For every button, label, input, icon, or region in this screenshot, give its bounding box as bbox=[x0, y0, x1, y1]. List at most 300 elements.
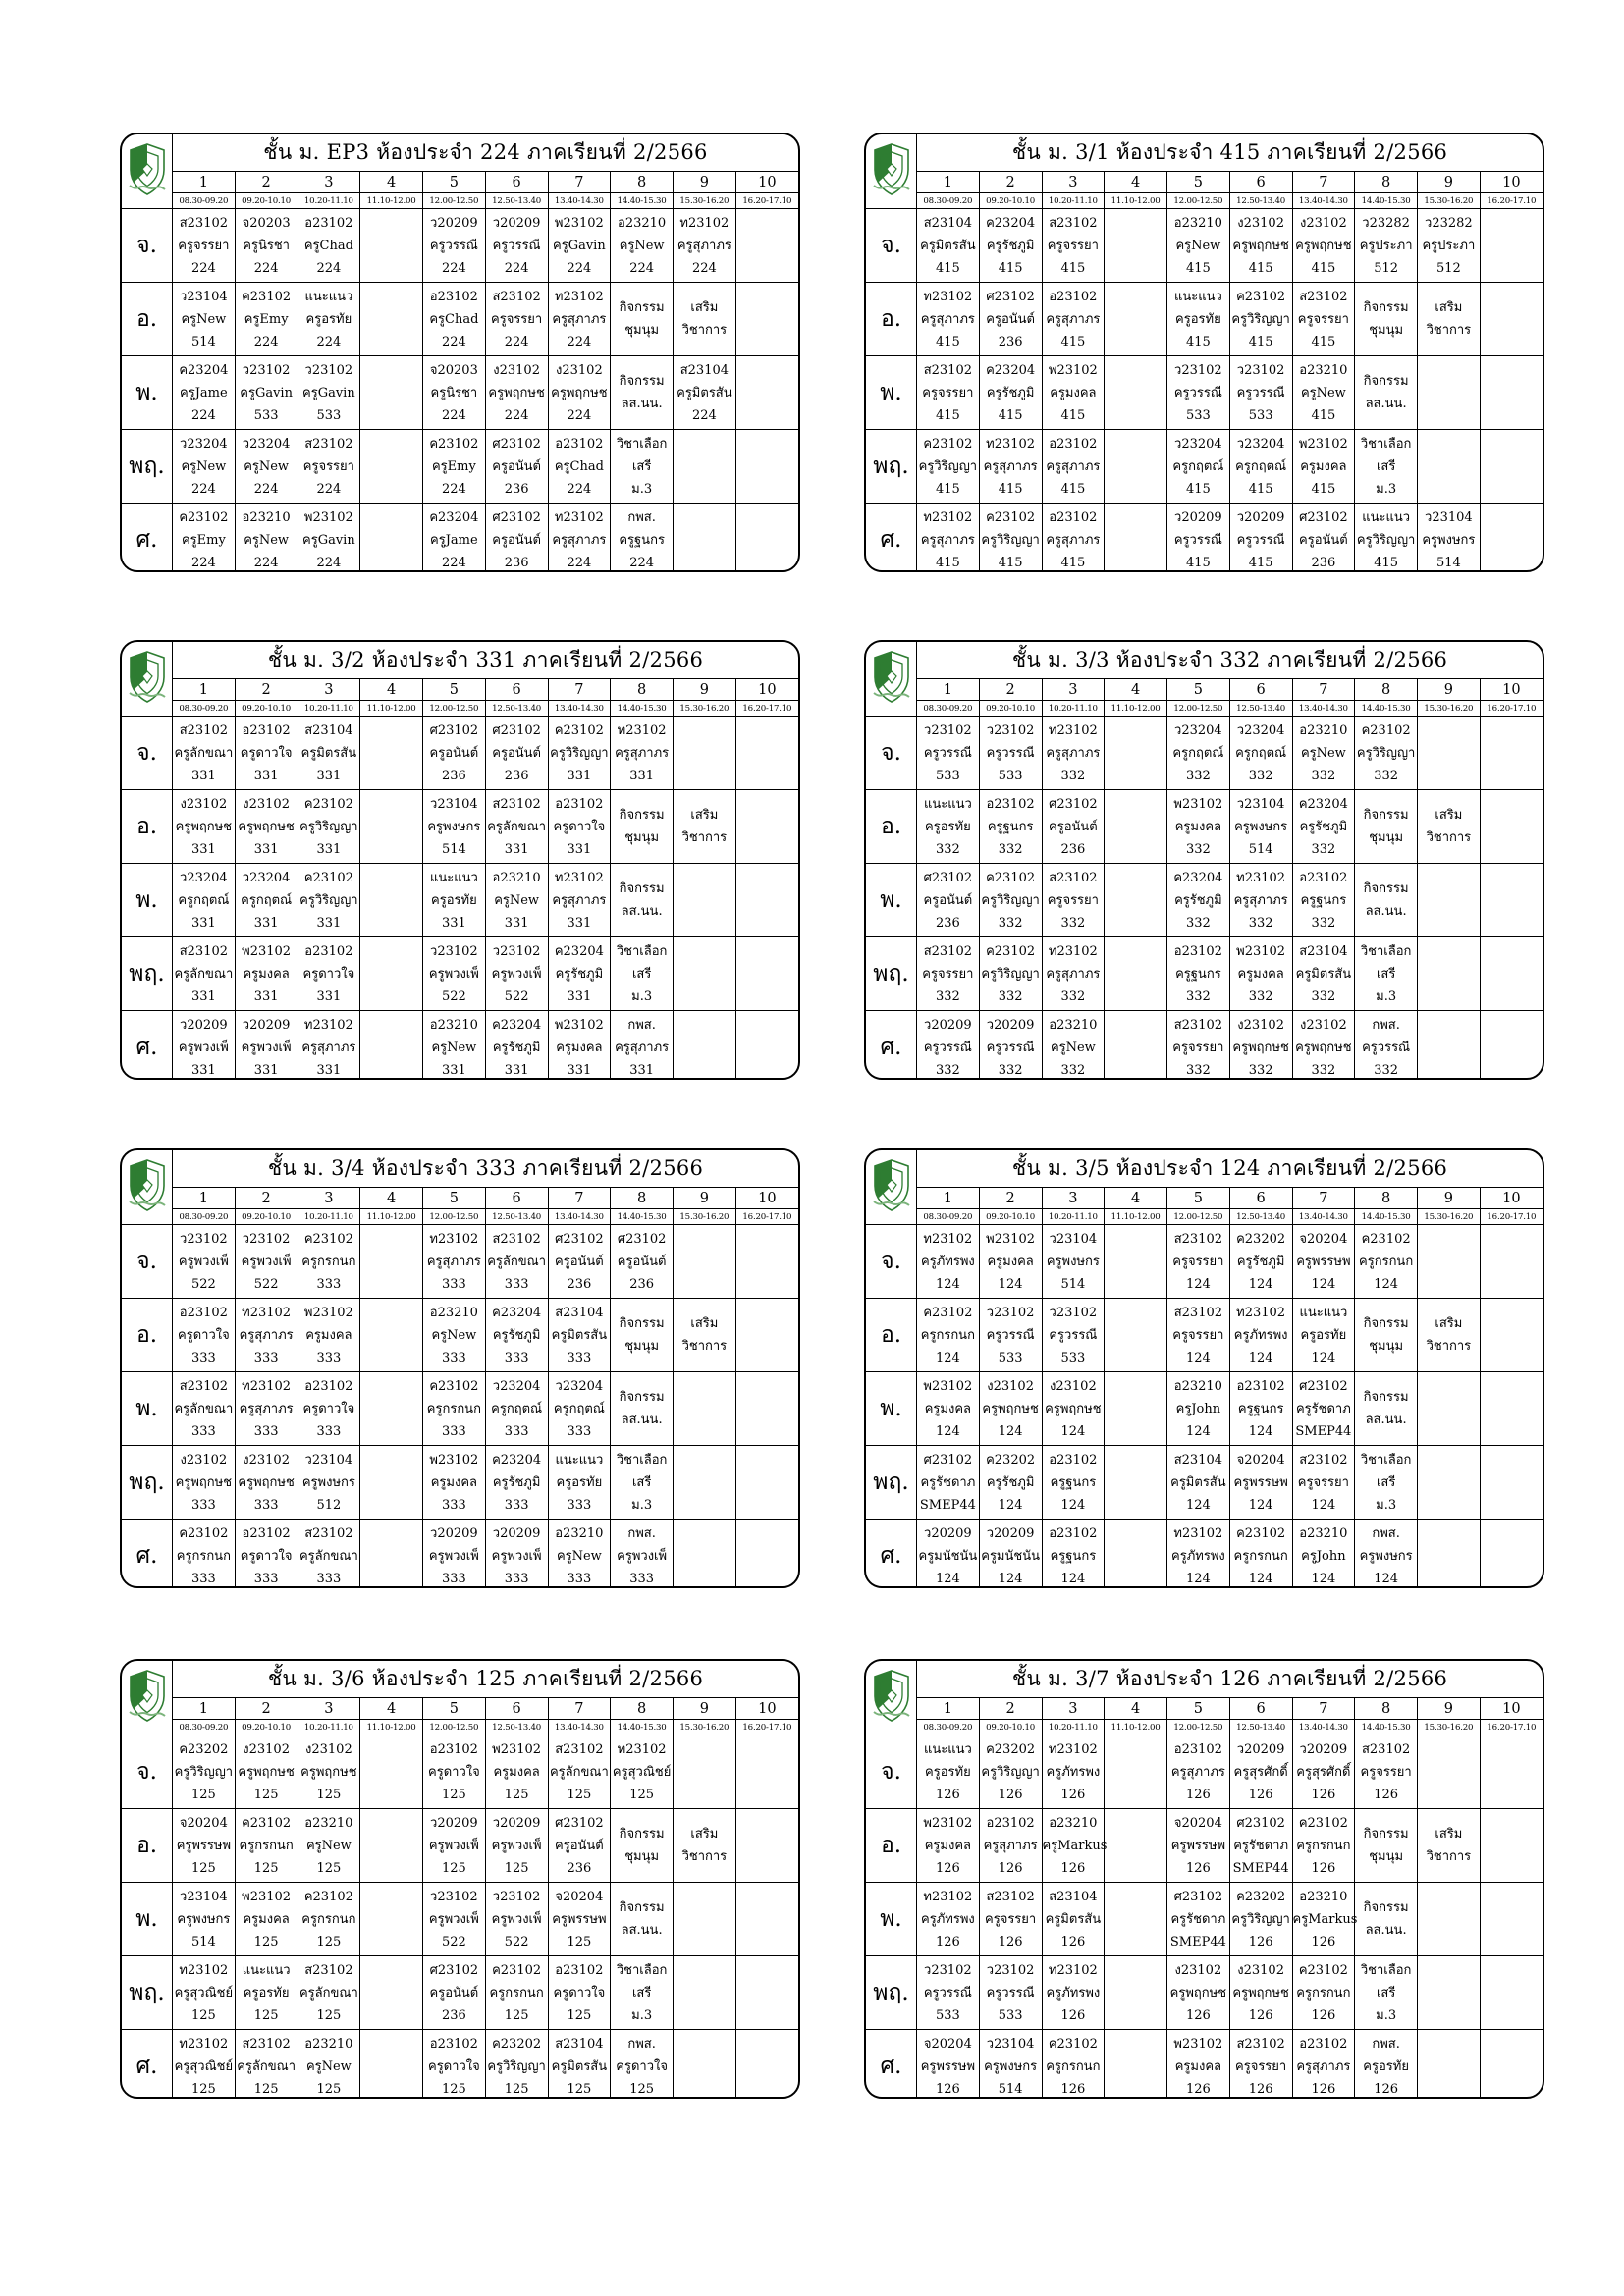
room-number: 332 bbox=[1060, 768, 1086, 783]
lesson-cell bbox=[979, 356, 1042, 430]
time-range: 12.00-12.50 bbox=[1167, 1209, 1230, 1225]
lesson-cell bbox=[1355, 504, 1418, 573]
room-number: 126 bbox=[935, 1787, 960, 1802]
teacher-name: ครูอรทัย bbox=[925, 1764, 971, 1780]
lesson-cell bbox=[917, 937, 980, 1011]
teacher-name: ครูมงคล bbox=[1174, 2058, 1221, 2074]
teacher-name: ครูวรรณี bbox=[986, 1327, 1035, 1343]
time-range: 10.20-11.10 bbox=[298, 701, 360, 717]
subject-code: ศ23102 bbox=[1049, 796, 1098, 812]
subject-code: ศ23102 bbox=[923, 870, 973, 885]
room-number: 331 bbox=[190, 768, 216, 783]
room-number: 126 bbox=[1311, 1934, 1336, 1949]
room-number: 124 bbox=[1185, 1350, 1211, 1365]
teacher-name: ครูพฤกษช bbox=[1169, 1985, 1227, 2001]
lesson-cell bbox=[1042, 790, 1105, 864]
subject-code: กิจกรรม bbox=[619, 374, 665, 389]
teacher-name: วิชาการ bbox=[681, 830, 728, 845]
empty-cell bbox=[1418, 864, 1481, 937]
room-number: 331 bbox=[190, 915, 216, 931]
teacher-name: ครูพงษกร bbox=[301, 1474, 355, 1490]
subject-code: ศ23102 bbox=[555, 1231, 604, 1247]
subject-code: จ20203 bbox=[429, 362, 478, 378]
lesson-cell bbox=[423, 1735, 486, 1809]
period-header: 9 bbox=[1418, 1188, 1481, 1209]
logo-cell bbox=[122, 134, 173, 209]
time-range: 13.40-14.30 bbox=[548, 701, 611, 717]
lesson-cell bbox=[1229, 356, 1292, 430]
subject-code: อ23210 bbox=[304, 2036, 353, 2052]
subject-code: ท23102 bbox=[242, 1378, 292, 1394]
time-range: 10.20-11.10 bbox=[1042, 701, 1105, 717]
subject-code: ง23102 bbox=[305, 1741, 352, 1757]
lesson-cell bbox=[423, 1299, 486, 1372]
subject-code: ว20209 bbox=[1236, 509, 1285, 525]
room-number: 533 bbox=[1185, 407, 1211, 423]
room-number: 126 bbox=[935, 1934, 960, 1949]
subject-code: ว23102 bbox=[430, 943, 478, 959]
teacher-name: ครูพฤกษช bbox=[238, 1764, 295, 1780]
school-crest-logo bbox=[127, 1669, 168, 1724]
empty-cell bbox=[1418, 1883, 1481, 1956]
teacher-name: ครูมิตรสัน bbox=[1295, 966, 1352, 982]
teacher-name: ครูพวงเพ็ bbox=[178, 1254, 229, 1269]
period-header: 3 bbox=[1042, 172, 1105, 193]
lesson-cell bbox=[611, 1883, 674, 1956]
lesson-cell bbox=[1042, 283, 1105, 356]
subject-code: ค23202 bbox=[179, 1741, 229, 1757]
lesson-cell bbox=[173, 1883, 236, 1956]
period-header: 2 bbox=[235, 1188, 298, 1209]
lesson-cell bbox=[611, 1520, 674, 1589]
lesson-cell bbox=[1042, 504, 1105, 573]
teacher-name: ชุมนุม bbox=[1369, 1849, 1404, 1864]
teacher-name: ครูรัชดาภ bbox=[1295, 1401, 1351, 1416]
period-header: 9 bbox=[1418, 1698, 1481, 1720]
time-range: 16.20-17.10 bbox=[1480, 701, 1543, 717]
period-header: 10 bbox=[1480, 1698, 1543, 1720]
empty-cell bbox=[360, 209, 423, 283]
room-number: 332 bbox=[1311, 841, 1336, 857]
empty-cell bbox=[1418, 1011, 1481, 1081]
period-header: 6 bbox=[1229, 1698, 1292, 1720]
lesson-cell bbox=[235, 1446, 298, 1520]
lesson-cell bbox=[235, 504, 298, 573]
teacher-name: ครูมงคล bbox=[243, 1911, 290, 1927]
empty-cell bbox=[1105, 790, 1167, 864]
period-header: 2 bbox=[979, 1188, 1042, 1209]
subject-code: พ23102 bbox=[1048, 362, 1098, 378]
teacher-name: ครูกรกนก bbox=[920, 1327, 975, 1343]
time-range: 12.50-13.40 bbox=[485, 193, 548, 209]
time-range: 12.00-12.50 bbox=[423, 1209, 486, 1225]
room-number: ม.3 bbox=[631, 988, 653, 1004]
empty-cell bbox=[674, 430, 736, 504]
lesson-cell bbox=[485, 864, 548, 937]
teacher-name: ครูกฤตณ์ bbox=[1172, 458, 1224, 474]
day-label: พฤ. bbox=[866, 1446, 917, 1520]
room-number: 124 bbox=[1311, 1497, 1336, 1513]
lesson-cell bbox=[1418, 790, 1481, 864]
subject-code: ท23102 bbox=[429, 1231, 479, 1247]
subject-code: พ23102 bbox=[1173, 2036, 1223, 2052]
time-range: 09.20-10.10 bbox=[235, 701, 298, 717]
subject-code: ศ23102 bbox=[1173, 1889, 1223, 1904]
room-number: 126 bbox=[1185, 1860, 1211, 1876]
period-header: 3 bbox=[298, 172, 360, 193]
empty-cell bbox=[674, 937, 736, 1011]
day-label: ศ. bbox=[122, 504, 173, 573]
subject-code: อ23210 bbox=[555, 1525, 604, 1541]
teacher-name: ครูอรทัย bbox=[1300, 1327, 1347, 1343]
lesson-cell bbox=[1355, 1956, 1418, 2030]
subject-code: ว20209 bbox=[1236, 1741, 1285, 1757]
lesson-cell bbox=[1355, 430, 1418, 504]
time-range: 12.00-12.50 bbox=[1167, 193, 1230, 209]
empty-cell bbox=[1418, 1225, 1481, 1299]
lesson-cell bbox=[1292, 209, 1355, 283]
room-number: 332 bbox=[998, 1062, 1023, 1078]
day-label: จ. bbox=[866, 717, 917, 790]
teacher-name: ครูกรกนก bbox=[1046, 2058, 1101, 2074]
lesson-cell bbox=[917, 430, 980, 504]
teacher-name: ครูวรรณี bbox=[923, 1985, 972, 2001]
teacher-name: ครูกรกนก bbox=[489, 1985, 544, 2001]
room-number: 533 bbox=[935, 768, 960, 783]
period-header: 6 bbox=[485, 172, 548, 193]
teacher-name: ครูภัทรพง bbox=[921, 1254, 975, 1269]
empty-cell bbox=[735, 504, 798, 573]
timetable-8 bbox=[864, 1659, 1544, 2099]
teacher-name: ครูมงคล bbox=[1174, 819, 1221, 834]
subject-code: วิชาเลือก bbox=[1360, 1452, 1412, 1468]
lesson-cell bbox=[485, 1735, 548, 1809]
teacher-name: ครูจรรยา bbox=[491, 311, 543, 327]
subject-code: ส23102 bbox=[986, 1889, 1035, 1904]
empty-cell bbox=[1418, 1372, 1481, 1446]
empty-cell bbox=[1480, 1372, 1543, 1446]
room-number: 331 bbox=[316, 915, 342, 931]
teacher-name: ครูกฤตณ์ bbox=[553, 1401, 605, 1416]
teacher-name: ครูภัทรพง bbox=[1046, 1985, 1101, 2001]
period-header: 5 bbox=[423, 172, 486, 193]
teacher-name: ครูวรรณี bbox=[986, 1040, 1035, 1055]
teacher-name: วิชาการ bbox=[681, 323, 728, 338]
subject-code: ง23102 bbox=[243, 1452, 290, 1468]
lesson-cell bbox=[1355, 1299, 1418, 1372]
lesson-cell bbox=[979, 864, 1042, 937]
empty-cell bbox=[674, 1446, 736, 1520]
subject-code: ว20209 bbox=[242, 1017, 291, 1033]
period-header: 5 bbox=[1167, 1698, 1230, 1720]
subject-code: อ23210 bbox=[1049, 1017, 1098, 1033]
lesson-cell bbox=[1042, 356, 1105, 430]
time-range: 10.20-11.10 bbox=[1042, 1209, 1105, 1225]
school-crest-logo bbox=[871, 1669, 912, 1724]
lesson-cell bbox=[979, 790, 1042, 864]
lesson-cell bbox=[235, 1520, 298, 1589]
time-range: 13.40-14.30 bbox=[1292, 1209, 1355, 1225]
subject-code: อ23102 bbox=[555, 1962, 604, 1978]
subject-code: เสริม bbox=[1435, 1827, 1463, 1842]
subject-code: ค23204 bbox=[492, 1452, 542, 1468]
teacher-name: ครูฐนกร bbox=[987, 819, 1034, 834]
teacher-name: ครูดาวใจ bbox=[553, 1985, 606, 2001]
teacher-name: ครูดาวใจ bbox=[178, 1327, 230, 1343]
subject-code: อ23210 bbox=[1173, 1378, 1222, 1394]
subject-code: จ20204 bbox=[1236, 1452, 1285, 1468]
room-number: 333 bbox=[504, 1350, 529, 1365]
lesson-cell bbox=[1167, 1520, 1230, 1589]
lesson-cell bbox=[548, 209, 611, 283]
teacher-name: ครูมงคล bbox=[924, 1401, 971, 1416]
subject-code: ค23202 bbox=[1236, 1889, 1286, 1904]
teacher-name: ครูดาวใจ bbox=[302, 966, 355, 982]
subject-code: อ23102 bbox=[1299, 870, 1348, 885]
lesson-cell bbox=[917, 1809, 980, 1883]
subject-code: อ23102 bbox=[555, 796, 604, 812]
empty-cell bbox=[735, 717, 798, 790]
empty-cell bbox=[1480, 1446, 1543, 1520]
room-number: 331 bbox=[441, 915, 466, 931]
subject-code: กิจกรรม bbox=[1363, 1316, 1409, 1331]
lesson-cell bbox=[917, 1446, 980, 1520]
period-header: 6 bbox=[1229, 172, 1292, 193]
empty-cell bbox=[674, 1225, 736, 1299]
time-range: 12.00-12.50 bbox=[1167, 701, 1230, 717]
room-number: 124 bbox=[1311, 1350, 1336, 1365]
lesson-cell bbox=[423, 2030, 486, 2100]
teacher-name: ครูวรรณี bbox=[923, 745, 972, 761]
day-label: พฤ. bbox=[122, 1446, 173, 1520]
lesson-cell bbox=[917, 504, 980, 573]
room-number: 124 bbox=[1185, 1571, 1211, 1586]
room-number: 415 bbox=[1248, 481, 1273, 497]
day-label: พ. bbox=[122, 1883, 173, 1956]
room-number: 224 bbox=[567, 260, 592, 276]
room-number: 124 bbox=[1060, 1497, 1086, 1513]
subject-code: กพส. bbox=[627, 2036, 656, 2052]
empty-cell bbox=[1105, 1225, 1167, 1299]
room-number: ม.3 bbox=[1376, 2007, 1397, 2023]
empty-cell bbox=[1105, 1011, 1167, 1081]
room-number: 126 bbox=[1248, 1934, 1273, 1949]
subject-code: ง23102 bbox=[180, 796, 228, 812]
subject-code: ส23104 bbox=[555, 2036, 604, 2052]
teacher-name: ครูNew bbox=[1300, 745, 1346, 761]
teacher-name: ครูวิริญญา bbox=[981, 966, 1040, 982]
teacher-name: ครูพวงเพ็ bbox=[428, 966, 479, 982]
room-number: 236 bbox=[441, 768, 466, 783]
empty-cell bbox=[735, 1520, 798, 1589]
teacher-name: ครูวิริญญา bbox=[981, 1764, 1040, 1780]
lesson-cell bbox=[1042, 717, 1105, 790]
day-label: พฤ. bbox=[122, 937, 173, 1011]
time-range: 08.30-09.20 bbox=[173, 701, 236, 717]
room-number: 125 bbox=[316, 2007, 342, 2023]
subject-code: วิชาเลือก bbox=[616, 436, 668, 452]
room-number: 126 bbox=[1311, 1860, 1336, 1876]
teacher-name: ครูจรรยา bbox=[1172, 1327, 1224, 1343]
period-header: 1 bbox=[917, 1188, 980, 1209]
time-range: 14.40-15.30 bbox=[611, 1720, 674, 1735]
time-range: 16.20-17.10 bbox=[735, 1720, 798, 1735]
room-number: 224 bbox=[441, 555, 466, 570]
empty-cell bbox=[1418, 430, 1481, 504]
empty-cell bbox=[360, 1011, 423, 1081]
lesson-cell bbox=[1042, 1225, 1105, 1299]
room-number: 331 bbox=[567, 768, 592, 783]
teacher-name: ครูภัทรพง bbox=[921, 1911, 975, 1927]
room-number: 331 bbox=[316, 988, 342, 1004]
subject-code: ท23102 bbox=[1048, 943, 1098, 959]
lesson-cell bbox=[173, 1225, 236, 1299]
subject-code: ว23204 bbox=[1174, 722, 1222, 738]
lesson-cell bbox=[1229, 504, 1292, 573]
time-range: 08.30-09.20 bbox=[917, 1209, 980, 1225]
lesson-cell bbox=[1167, 1299, 1230, 1372]
teacher-name: ครูมงคล bbox=[1237, 966, 1284, 982]
room-number: 236 bbox=[504, 768, 529, 783]
subject-code: ค23102 bbox=[1298, 1962, 1348, 1978]
timetable-table bbox=[866, 1661, 1543, 2099]
lesson-cell bbox=[1418, 1299, 1481, 1372]
subject-code: ค23102 bbox=[1361, 722, 1411, 738]
subject-code: ว23204 bbox=[242, 870, 291, 885]
time-range: 16.20-17.10 bbox=[735, 193, 798, 209]
lesson-cell bbox=[1229, 1372, 1292, 1446]
teacher-name: ครูจรรยา bbox=[1047, 892, 1099, 908]
room-number: 124 bbox=[998, 1497, 1023, 1513]
room-number: 333 bbox=[190, 1497, 216, 1513]
subject-code: ส23102 bbox=[492, 796, 541, 812]
lesson-cell bbox=[173, 1446, 236, 1520]
period-header: 5 bbox=[423, 1698, 486, 1720]
teacher-name: ครูฐนกร bbox=[1050, 1548, 1097, 1564]
period-header: 4 bbox=[360, 679, 423, 701]
teacher-name: ครูภัทรพง bbox=[1046, 1764, 1101, 1780]
empty-cell bbox=[1105, 283, 1167, 356]
lesson-cell bbox=[173, 1011, 236, 1081]
lesson-cell bbox=[1229, 937, 1292, 1011]
subject-code: กพส. bbox=[627, 509, 656, 525]
room-number: 224 bbox=[253, 334, 279, 349]
empty-cell bbox=[674, 1735, 736, 1809]
lesson-cell bbox=[1292, 430, 1355, 504]
room-number: 124 bbox=[1248, 1423, 1273, 1439]
subject-code: เสริม bbox=[1435, 808, 1463, 823]
lesson-cell bbox=[917, 2030, 980, 2100]
lesson-cell bbox=[611, 1956, 674, 2030]
teacher-name: ครูลักขณา bbox=[549, 1764, 609, 1780]
empty-cell bbox=[1418, 1735, 1481, 1809]
subject-code: ง23102 bbox=[1300, 1017, 1347, 1033]
lesson-cell bbox=[548, 937, 611, 1011]
room-number: 126 bbox=[1248, 2081, 1273, 2097]
room-number: 331 bbox=[253, 915, 279, 931]
lesson-cell bbox=[1042, 1809, 1108, 1883]
empty-cell bbox=[1480, 1883, 1543, 1956]
subject-code: อ23102 bbox=[1049, 1452, 1098, 1468]
subject-code: กพส. bbox=[1372, 1017, 1400, 1033]
subject-code: เสริม bbox=[690, 1827, 719, 1842]
subject-code: ว23204 bbox=[180, 436, 228, 452]
room-number: 333 bbox=[629, 1571, 655, 1586]
empty-cell bbox=[674, 2030, 736, 2100]
lesson-cell bbox=[548, 864, 611, 937]
time-range: 12.50-13.40 bbox=[1229, 1720, 1292, 1735]
room-number: 125 bbox=[567, 1934, 592, 1949]
time-range: 15.30-16.20 bbox=[674, 193, 736, 209]
lesson-cell bbox=[1042, 430, 1105, 504]
empty-cell bbox=[1105, 1299, 1167, 1372]
empty-cell bbox=[1480, 1956, 1543, 2030]
subject-code: ค23102 bbox=[303, 1231, 353, 1247]
lesson-cell bbox=[423, 937, 486, 1011]
time-range: 12.00-12.50 bbox=[1167, 1720, 1230, 1735]
lesson-cell bbox=[298, 209, 360, 283]
teacher-name: ครูพฤกษช bbox=[1232, 1985, 1289, 2001]
room-number: 415 bbox=[1060, 555, 1086, 570]
subject-code: ค23102 bbox=[492, 1962, 542, 1978]
subject-code: กิจกรรม bbox=[619, 881, 665, 896]
subject-code: ค23102 bbox=[429, 1378, 479, 1394]
period-header: 3 bbox=[298, 679, 360, 701]
subject-code: จ20203 bbox=[242, 215, 291, 231]
subject-code: ง23102 bbox=[1237, 1962, 1284, 1978]
subject-code: ท23102 bbox=[1173, 1525, 1223, 1541]
room-number: 224 bbox=[441, 481, 466, 497]
lesson-cell bbox=[1292, 1372, 1355, 1446]
lesson-cell bbox=[485, 1809, 548, 1883]
teacher-name: ครูลักขณา bbox=[298, 1548, 358, 1564]
room-number: 236 bbox=[935, 915, 960, 931]
teacher-name: ครูNew bbox=[1175, 238, 1221, 253]
teacher-name: ครูสุภาภร bbox=[1046, 458, 1101, 474]
room-number: 125 bbox=[316, 1934, 342, 1949]
time-range: 14.40-15.30 bbox=[1355, 1209, 1418, 1225]
lesson-cell bbox=[979, 1446, 1042, 1520]
subject-code: ค23102 bbox=[179, 509, 229, 525]
room-number: 331 bbox=[567, 841, 592, 857]
table-title: ชั้น ม. 3/3 ห้องประจำ 332 ภาคเรียนที่ 2/2566 bbox=[917, 642, 1543, 679]
room-number: 224 bbox=[629, 555, 655, 570]
lesson-cell bbox=[917, 1299, 980, 1372]
school-crest-logo bbox=[127, 650, 168, 705]
subject-code: ว23204 bbox=[1174, 436, 1222, 452]
time-range: 15.30-16.20 bbox=[1418, 1209, 1481, 1225]
period-header: 9 bbox=[674, 1188, 736, 1209]
room-number: 332 bbox=[1060, 1062, 1086, 1078]
lesson-cell bbox=[235, 864, 298, 937]
empty-cell bbox=[1105, 209, 1167, 283]
empty-cell bbox=[1418, 2030, 1481, 2100]
subject-code: ว23102 bbox=[180, 1231, 228, 1247]
subject-code: อ23102 bbox=[304, 1378, 353, 1394]
subject-code: ว20209 bbox=[180, 1017, 228, 1033]
teacher-name: ครูอรทัย bbox=[556, 1474, 603, 1490]
subject-code: ง23102 bbox=[1237, 1017, 1284, 1033]
subject-code: ท23102 bbox=[554, 289, 604, 304]
time-range: 12.50-13.40 bbox=[485, 1209, 548, 1225]
teacher-name: ครูMarkus bbox=[1042, 1838, 1108, 1853]
table-title: ชั้น ม. 3/1 ห้องประจำ 415 ภาคเรียนที่ 2/2566 bbox=[917, 134, 1543, 172]
lesson-cell bbox=[173, 356, 236, 430]
lesson-cell bbox=[917, 356, 980, 430]
subject-code: แนะแนว bbox=[1173, 289, 1222, 304]
subject-code: พ23102 bbox=[554, 1017, 604, 1033]
subject-code: ว23104 bbox=[986, 2036, 1035, 2052]
